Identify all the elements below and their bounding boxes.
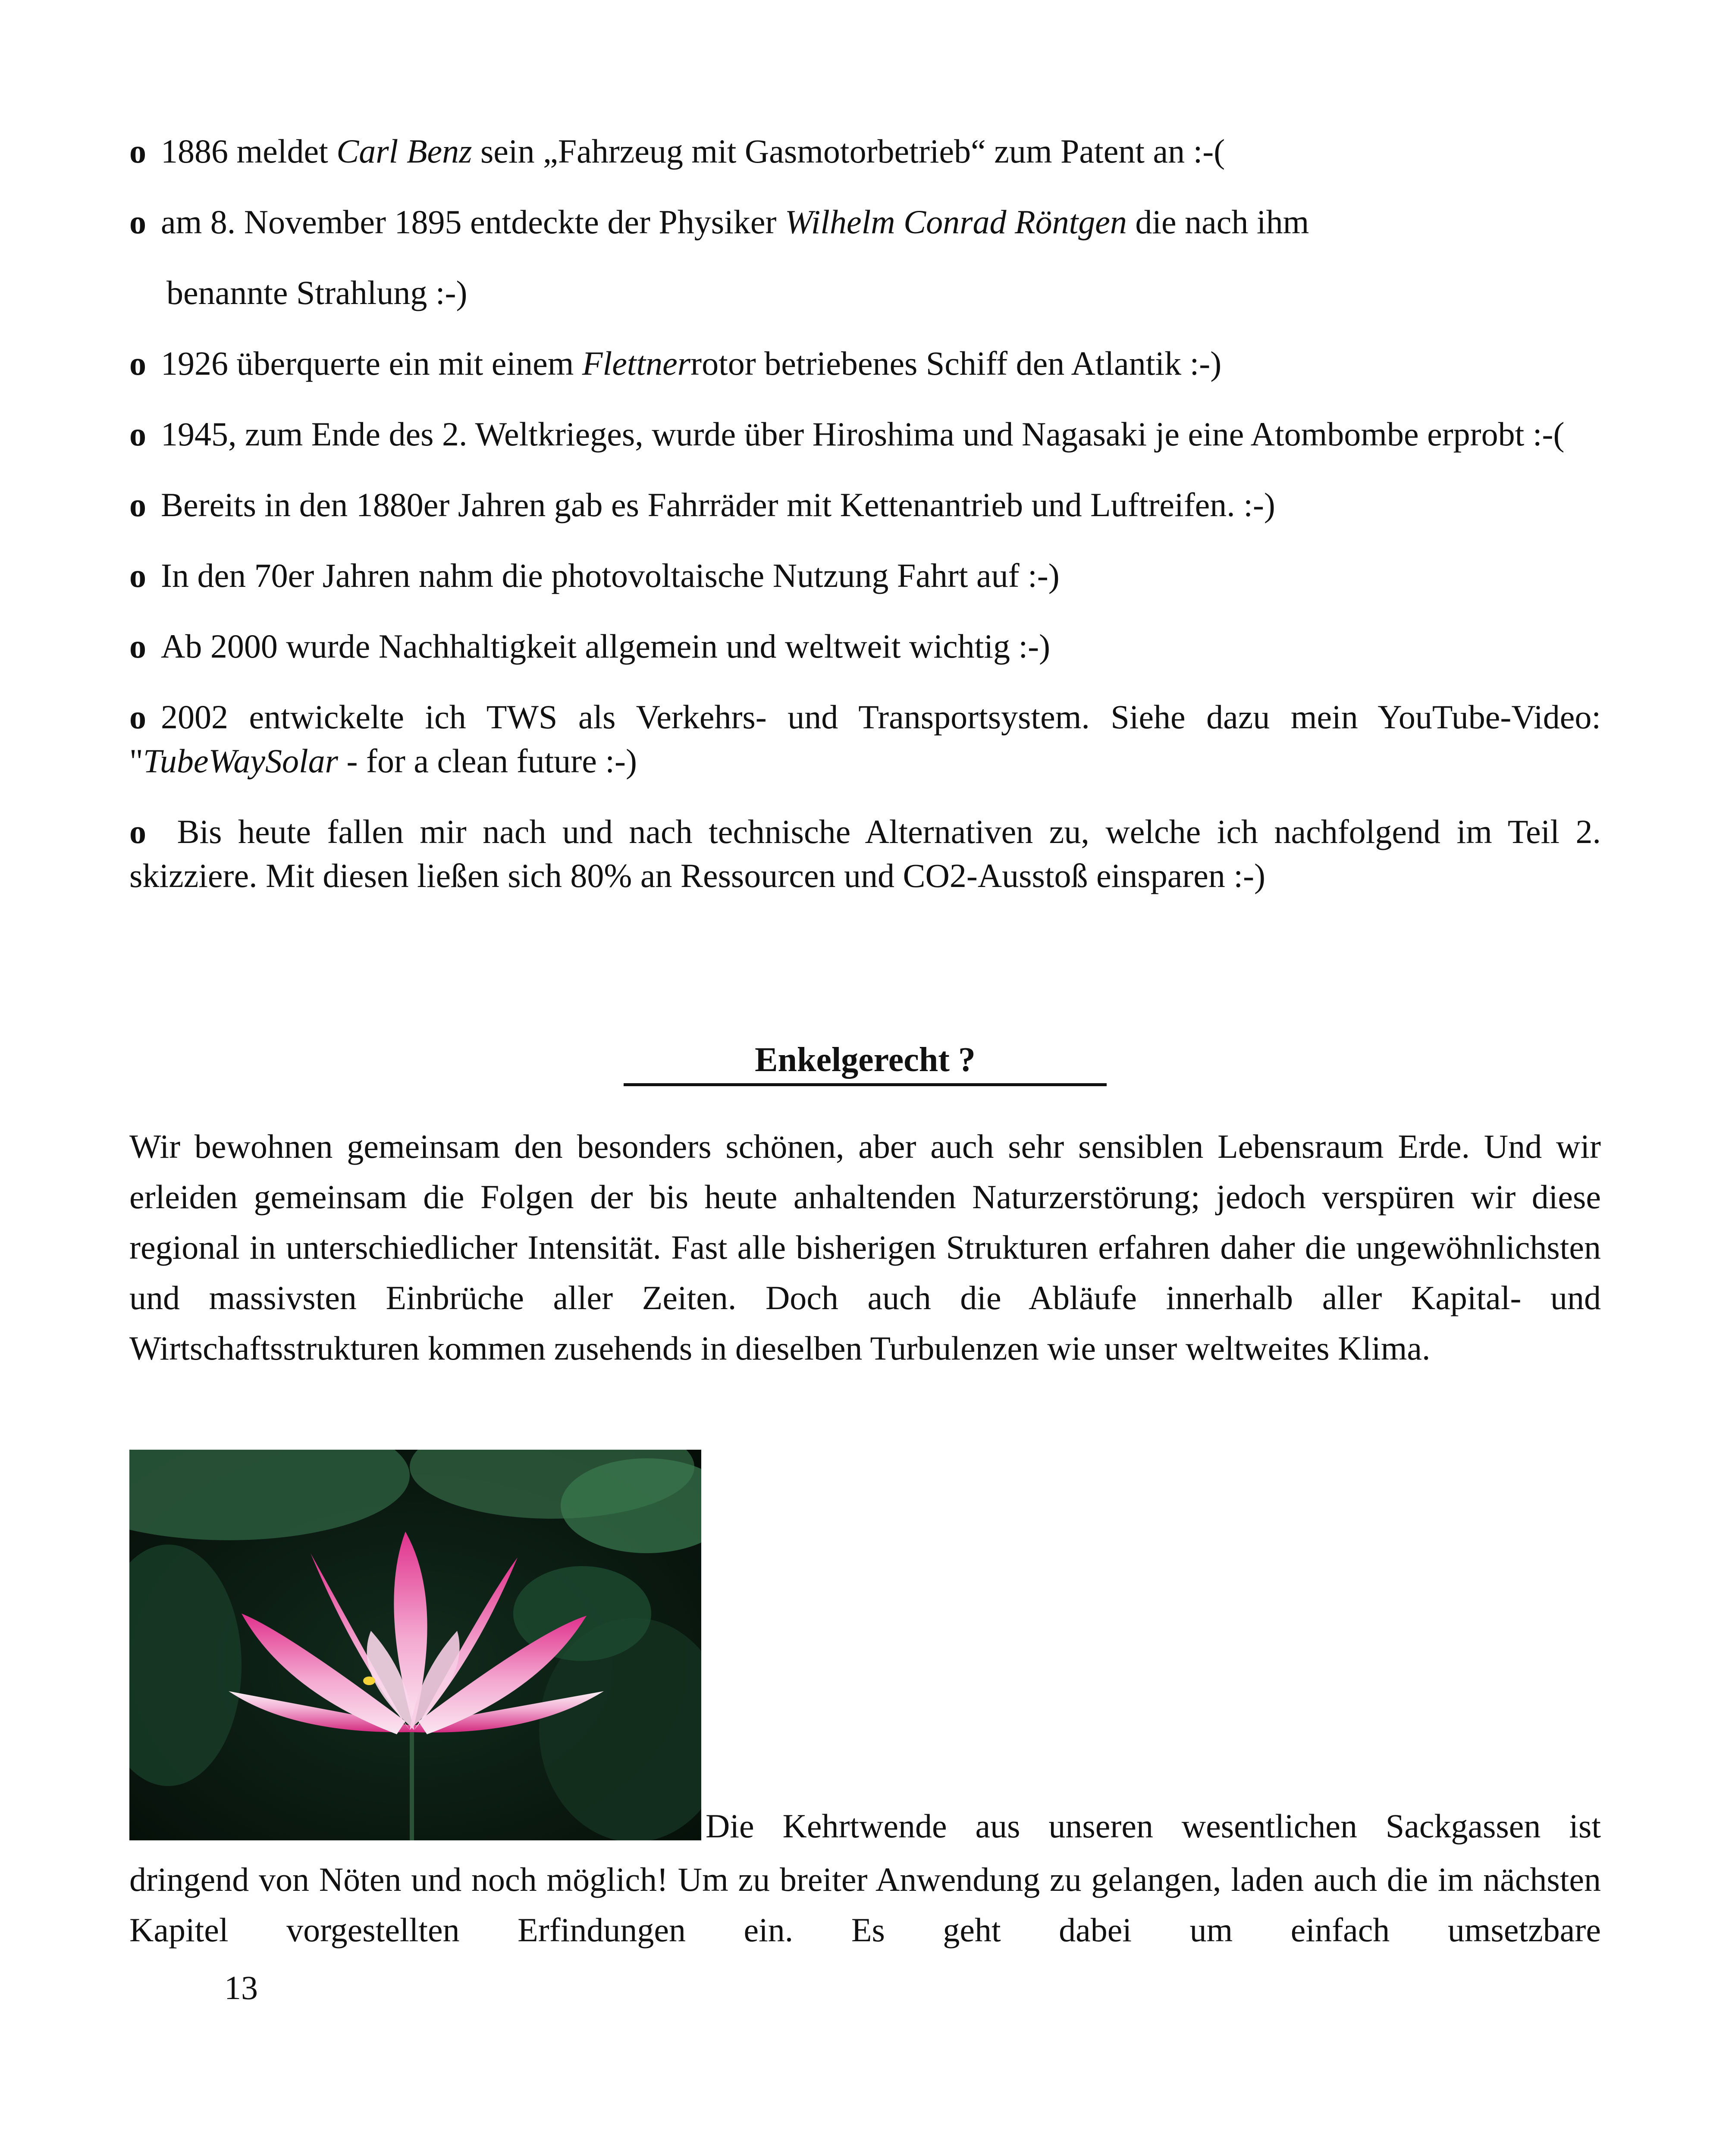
bullet-marker: o bbox=[129, 813, 146, 850]
bullet-text-italic: Carl Benz bbox=[336, 132, 472, 170]
bullet-item bbox=[129, 810, 1601, 898]
bullet-marker: o bbox=[129, 415, 146, 453]
bullet-text: In den 70er Jahren nahm die photovoltaische Nutzung Fahrt auf :-) bbox=[161, 557, 1060, 594]
bullet-marker: o bbox=[129, 557, 146, 594]
section-heading bbox=[129, 1038, 1601, 1086]
bullet-list bbox=[129, 129, 1601, 924]
paragraph-closing-first-line: Die Kehrtwende aus unseren wesentlichen Sackgassen ist bbox=[706, 1807, 1601, 1845]
bullet-text-italic: Flettner bbox=[582, 345, 691, 382]
bullet-item bbox=[129, 412, 1601, 456]
bullet-item bbox=[129, 200, 1601, 315]
bullet-continuation: benannte Strahlung :-) bbox=[166, 274, 468, 311]
bullet-item bbox=[129, 624, 1601, 668]
bullet-text: die nach ihm bbox=[1126, 203, 1309, 241]
bullet-text: Bis heute fallen mir nach und nach technische Alternativen zu, welche ich nachfolgend im Teil 2. skizziere. Mit diesen ließen sich 80% an Ressourcen und CO2-Ausstoß einsparen :-) bbox=[129, 813, 1601, 894]
bullet-item bbox=[129, 129, 1601, 173]
bullet-marker: o bbox=[129, 698, 146, 736]
bullet-text: 1886 meldet bbox=[161, 132, 337, 170]
bullet-text: - for a clean future :-) bbox=[338, 742, 637, 780]
bullet-text: am 8. November 1895 entdeckte der Physiker bbox=[161, 203, 785, 241]
page-number: 13 bbox=[224, 1969, 258, 2006]
bullet-text-italic: Wilhelm Conrad Röntgen bbox=[784, 203, 1127, 241]
bullet-marker: o bbox=[129, 486, 146, 523]
bullet-marker: o bbox=[129, 627, 146, 665]
bullet-marker: o bbox=[129, 345, 146, 382]
bullet-text: 2002 entwickelte ich TWS als Verkehrs- und Transportsystem. Siehe dazu mein YouTube-Video: " bbox=[129, 698, 1601, 780]
bullet-text: sein „Fahrzeug mit Gasmotorbetrieb“ zum Patent an :-( bbox=[472, 132, 1225, 170]
paragraph-intro: Wir bewohnen gemeinsam den besonders schönen, aber auch sehr sensiblen Lebensraum Erde. Und wir erleiden gemeinsam die Folgen der bis heute anhaltenden Naturzerstörung; jedoch verspüren wir diese regional in unterschiedlicher Intensität. Fast alle bisherigen Strukturen erfahren daher die ungewöhnlichsten und massivsten Einbrüche aller Zeiten. Doch auch die Abläufe innerhalb aller Kapital- und Wirtschaftsstrukturen kommen zusehends in dieselben Turbulenzen wie unser weltweites Klima. bbox=[129, 1128, 1601, 1367]
lotus-photo bbox=[129, 1450, 701, 1840]
paragraph-closing: dringend von Nöten und noch möglich! Um zu breiter Anwendung zu gelangen, laden auch die im nächsten Kapitel vorgestellten Erfindungen ein. Es geht dabei um einfach umsetzbare bbox=[129, 1861, 1601, 1949]
bullet-text: 1945, zum Ende des 2. Weltkrieges, wurde über Hiroshima und Nagasaki je eine Atombombe erprobt :-( bbox=[161, 415, 1565, 453]
bullet-marker: o bbox=[129, 132, 146, 170]
bullet-item bbox=[129, 554, 1601, 598]
bullet-text-italic: TubeWaySolar bbox=[143, 742, 338, 780]
bullet-item bbox=[129, 483, 1601, 527]
bullet-text: Bereits in den 1880er Jahren gab es Fahrräder mit Kettenantrieb und Luftreifen. :-) bbox=[161, 486, 1275, 523]
bullet-text: 1926 überquerte ein mit einem bbox=[161, 345, 582, 382]
bullet-marker: o bbox=[129, 203, 146, 241]
bullet-item bbox=[129, 342, 1601, 385]
bullet-text: rotor betriebenes Schiff den Atlantik :-) bbox=[690, 345, 1222, 382]
bullet-item bbox=[129, 695, 1601, 783]
bullet-text: Ab 2000 wurde Nachhaltigkeit allgemein und weltweit wichtig :-) bbox=[161, 627, 1051, 665]
heading-text: Enkelgerecht ? bbox=[624, 1038, 1107, 1086]
